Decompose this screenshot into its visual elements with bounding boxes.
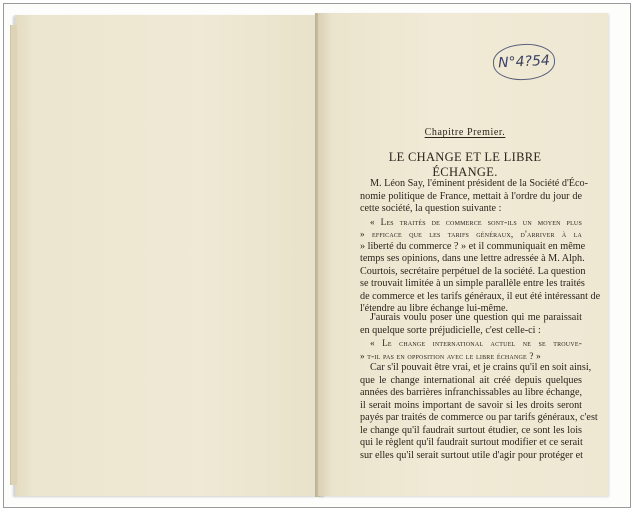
text-line: qui le règlent qu'il faudrait surtout modifier et ce serait [360,437,583,448]
chapter-heading: Chapitre Premier. [424,127,506,138]
text-line: M. Léon Say, l'éminent président de la Société d'Éco- [370,178,589,189]
catalog-stamp-text: N°4?54 [497,52,551,72]
text-line: années des barrières infranchissables au libre échange, [360,387,583,398]
paragraph-2 [360,312,582,362]
paragraph-3 [360,362,598,462]
paragraph-1 [360,178,601,316]
text-line: « Le change international actuel ne se trouve- [370,338,582,348]
text-line: le change qu'il faudrait surtout étudier, ce sont les lois [360,424,582,436]
text-line: il serait moins important de savoir si les droits seront [360,399,582,411]
text-line: se trouvait limitée à un simple parallèle entre les traités [360,278,585,289]
chapter-title: LE CHANGE ET LE LIBRE ÉCHANGE. [388,150,542,179]
text-line: nomie politique de France, mettait à l'ordre du jour de [360,190,582,202]
left-page [15,15,326,496]
text-line: que le change international ait créé depuis quelques [360,374,582,386]
text-line: » liberté du commerce ? » et il communiquait en même [360,240,586,252]
text-line: Car s'il pouvait être vrai, et je crains qu'il en soit ainsi, [370,362,592,373]
text-line: en quelque sorte préjudicielle, c'est celle-ci : [360,324,541,336]
text-line: cette société, la question suivante : [360,203,502,214]
text-line: » t-il pas en opposition avec le libre échange ? » [360,350,541,361]
text-line: de commerce et les tarifs généraux, il eut été intéressant de [360,290,601,302]
text-line: payés par traités de commerce ou par tarifs généraux, c'est [360,412,598,423]
text-line: J'aurais voulu poser une question qui me paraissait [370,312,582,323]
text-line: Courtois, secrétaire perpétuel de la société. La question [360,265,586,277]
text-line: » efficace que les tarifs généraux, d'arriver à la [360,229,582,239]
text-line: sur elles qu'il serait surtout utile d'agir pour protéger et [360,449,583,461]
text-line: « Les traités de commerce sont-ils un moyen plus [370,216,582,227]
text-line: temps ses opinions, dans une lettre adressée à M. Alph. [360,253,585,264]
text-line: l'étendre au libre échange lui-même. [360,303,509,314]
